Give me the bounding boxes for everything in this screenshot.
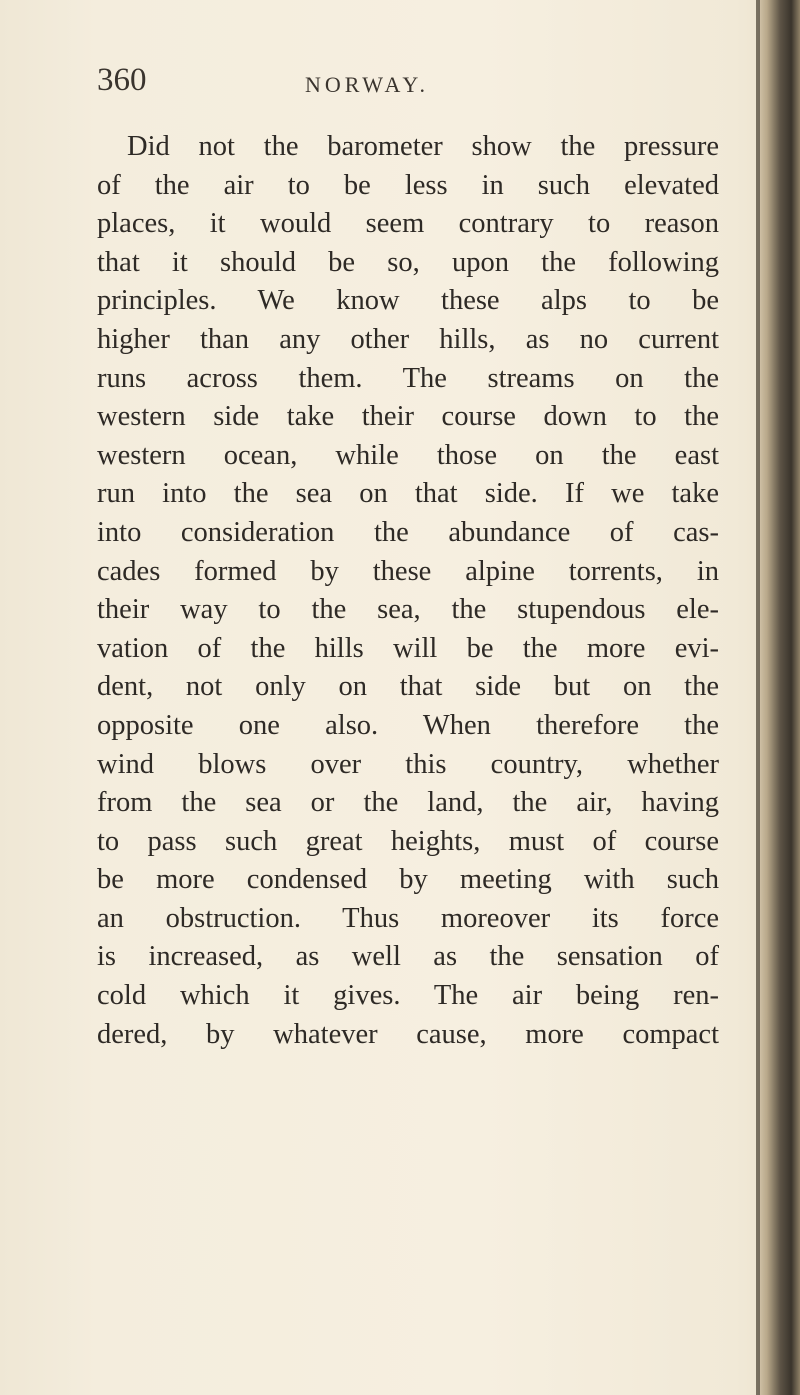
text-line: that it should be so, upon the following — [97, 246, 719, 278]
text-line: places, it would seem contrary to reason — [97, 208, 719, 240]
text-line: is increased, as well as the sensation of — [97, 941, 719, 973]
page-number: 360 — [97, 62, 147, 98]
text-line: of the air to be less in such elevated — [97, 169, 719, 201]
text-line: higher than any other hills, as no current — [97, 323, 719, 355]
text-line: western ocean, while those on the east — [97, 439, 719, 471]
text-line: cades formed by these alpine torrents, in — [97, 555, 719, 587]
text-line: cold which it gives. The air being ren- — [97, 980, 719, 1012]
text-line: vation of the hills will be the more evi- — [97, 632, 719, 664]
page-edge-shadow — [756, 0, 760, 1395]
text-line: runs across them. The streams on the — [97, 362, 719, 394]
body-text — [97, 128, 719, 1054]
text-line: dered, by whatever cause, more compact — [97, 1018, 719, 1050]
text-line: run into the sea on that side. If we take — [97, 478, 719, 510]
text-line: dent, not only on that side but on the — [97, 671, 719, 703]
text-line: an obstruction. Thus moreover its force — [97, 902, 719, 934]
text-line: opposite one also. When therefore the — [97, 709, 719, 741]
running-header-title: NORWAY. — [305, 72, 429, 97]
running-header — [97, 62, 717, 106]
text-line: be more condensed by meeting with such — [97, 864, 719, 896]
text-line: Did not the barometer show the pressure — [127, 131, 719, 162]
book-binding-gutter — [756, 0, 800, 1395]
text-line: into consideration the abundance of cas- — [97, 516, 719, 548]
text-line: to pass such great heights, must of course — [97, 825, 719, 857]
text-line: wind blows over this country, whether — [97, 748, 719, 780]
text-line: their way to the sea, the stupendous ele- — [97, 594, 719, 626]
text-line: western side take their course down to the — [97, 401, 719, 433]
text-line: from the sea or the land, the air, having — [97, 787, 719, 819]
text-line: principles. We know these alps to be — [97, 285, 719, 317]
